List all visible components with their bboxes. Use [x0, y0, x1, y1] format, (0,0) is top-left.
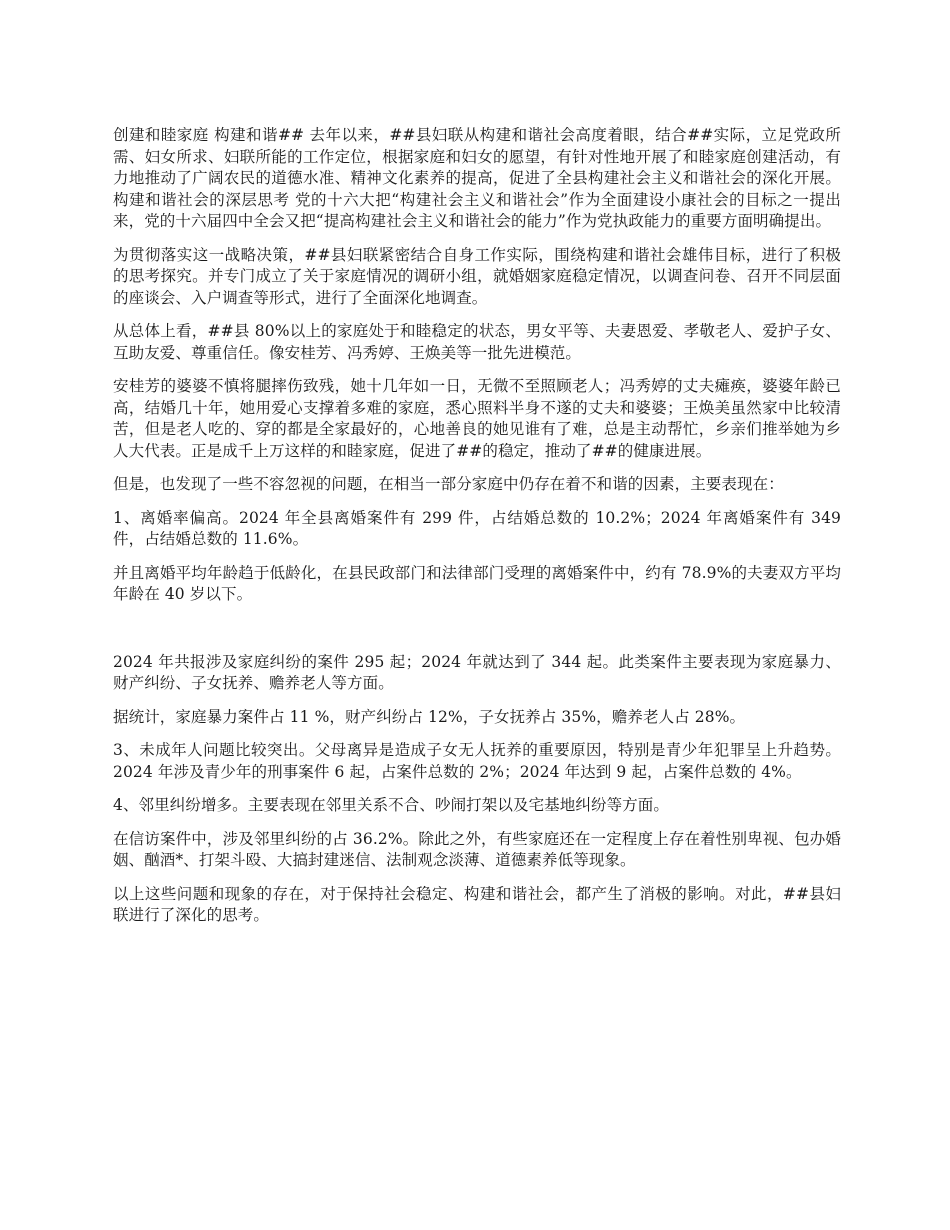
paragraph-problems: 但是，也发现了一些不容忽视的问题，在相当一部分家庭中仍存在着不和谐的因素，主要表现在： — [113, 475, 784, 493]
paragraph-family-disputes: 2024 年共报涉及家庭纠纷的案件 295 起；2024 年就达到了 344 起。此类案件主要表现为家庭暴力、财产纠纷、子女抚养、赡养老人等方面。 — [113, 652, 841, 692]
document-body — [113, 125, 841, 939]
paragraph-divorce-rate: 1、离婚率偏高。2024 年全县离婚案件有 299 件，占结婚总数的 10.2%；2024 年离婚案件有 349 件，占结婚总数的 11.6%。 — [113, 508, 841, 548]
paragraph-minors: 3、未成年人问题比较突出。父母离异是造成子女无人抚养的重要原因，特别是青少年犯罪呈上升趋势。2024 年涉及青少年的刑事案件 6 起，占案件总数的 2%；2024 年达到 9 起，占案件总数的 4%。 — [113, 741, 841, 781]
paragraph-neighbors: 4、邻里纠纷增多。主要表现在邻里关系不合、吵闹打架以及宅基地纠纷等方面。 — [113, 796, 669, 814]
paragraph-conclusion: 以上这些问题和现象的存在，对于保持社会稳定、构建和谐社会，都产生了消极的影响。对此，##县妇联进行了深化的思考。 — [113, 884, 841, 924]
paragraph-divorce-age: 并且离婚平均年龄趋于低龄化，在县民政部门和法律部门受理的离婚案件中，约有 78.9%的夫妻双方平均年龄在 40 岁以下。 — [113, 563, 841, 603]
paragraph-intro: 创建和睦家庭 构建和谐## 去年以来，##县妇联从构建和谐社会高度着眼，结合##实际，立足党政所需、妇女所求、妇联所能的工作定位，根据家庭和妇女的愿望，有针对性地开展了和睦家庭创建活动，有力地推动了广阔农民的道德水准、精神文化素养的提高，促进了全县构建社会主义和谐社会的深化开展。 构建和谐社会的深层思考 党的十六大把“构建社会主义和谐社会”作为全面建设小康社会的目标之一提出来，党的十六届四中全会又把“提高构建社会主义和谐社会的能力”作为党执政能力的重要方面明确提出。 — [113, 126, 841, 230]
paragraph-implementation: 为贯彻落实这一战略决策，##县妇联紧密结合自身工作实际，围绕构建和谐社会雄伟目标，进行了积极的思考探究。并专门成立了关于家庭情况的调研小组，就婚姻家庭稳定情况，以调查问卷、召开不同层面的座谈会、入户调查等形式，进行了全面深化地调查。 — [113, 245, 841, 307]
paragraph-models: 安桂芳的婆婆不慎将腿摔伤致残，她十几年如一日，无微不至照顾老人；冯秀婷的丈夫瘫痪，婆婆年龄已高，结婚几十年，她用爱心支撑着多难的家庭，悉心照料半身不遂的丈夫和婆婆；王焕美虽然家中比较清苦，但是老人吃的、穿的都是全家最好的，心地善良的她见谁有了难，总是主动帮忙，乡亲们推举她为乡人大代表。正是成千上万这样的和睦家庭，促进了##的稳定，推动了##的健康进展。 — [113, 377, 841, 460]
paragraph-overall: 从总体上看，##县 80%以上的家庭处于和睦稳定的状态，男女平等、夫妻恩爱、孝敬老人、爱护子女、互助友爱、尊重信任。像安桂芳、冯秀婷、王焕美等一批先进模范。 — [113, 322, 841, 362]
paragraph-petitions: 在信访案件中，涉及邻里纠纷的占 36.2%。除此之外，有些家庭还在一定程度上存在着性别卑视、包办婚姻、酗酒*、打架斗殴、大搞封建迷信、法制观念淡薄、道德素养低等现象。 — [113, 829, 841, 869]
paragraph-statistics: 据统计，家庭暴力案件占 11 %，财产纠纷占 12%，子女抚养占 35%，赡养老人占 28%。 — [113, 707, 746, 726]
